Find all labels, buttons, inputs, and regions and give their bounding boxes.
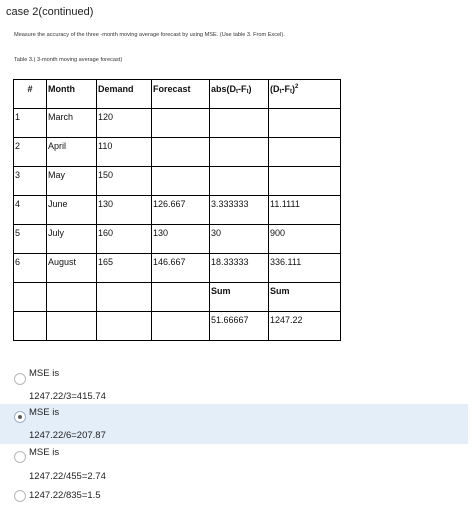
- header-month: Month: [47, 80, 97, 109]
- radio-button-3[interactable]: [14, 451, 26, 463]
- table-row: 2 April 110: [14, 138, 341, 167]
- table-row: 1 March 120: [14, 109, 341, 138]
- answer-option-2[interactable]: [0, 404, 468, 444]
- radio-button-4[interactable]: [14, 490, 26, 502]
- answer-option-1[interactable]: [0, 364, 468, 404]
- option-value: 1247.22/835=1.5: [29, 490, 101, 501]
- sum-label-sq: Sum: [270, 286, 290, 296]
- option-label: MSE is: [29, 407, 60, 418]
- forecast-table: [13, 79, 341, 341]
- option-value: 1247.22/3=415.74: [29, 391, 106, 402]
- table-row: 4 June 130 126.667 3.333333 11.1111: [14, 196, 341, 225]
- option-value: 1247.22/455=2.74: [29, 471, 106, 482]
- answer-option-4[interactable]: [0, 486, 468, 508]
- header-squared-error: $(Dt-Ft)^2$: [269, 80, 341, 109]
- table-sum-label-row: [14, 283, 341, 312]
- option-label: MSE is: [29, 368, 60, 379]
- header-hash: #: [14, 80, 47, 109]
- option-value: 1247.22/6=207.87: [29, 430, 106, 441]
- radio-button-1[interactable]: [14, 373, 26, 385]
- question-instruction: Measure the accuracy of the three -month moving average forecast by using MSE. (Use table 3. From Excel).: [14, 32, 285, 38]
- sum-abs-value: 51.66667: [211, 315, 249, 325]
- sum-sq-value: 1247.22: [270, 315, 303, 325]
- page-title: case 2(continued): [6, 6, 94, 18]
- header-forecast: Forecast: [152, 80, 210, 109]
- option-label: MSE is: [29, 447, 60, 458]
- answer-option-3[interactable]: [0, 444, 468, 484]
- table-caption: Table 3.( 3-month moving average forecast): [14, 57, 123, 63]
- table-row: 3 May 150: [14, 167, 341, 196]
- table-row: 5 July 160 130 30 900: [14, 225, 341, 254]
- header-demand: Demand: [97, 80, 152, 109]
- header-abs-error: abs(Dt-Ft): [210, 80, 269, 109]
- table-sum-row: [14, 312, 341, 341]
- sum-label-abs: Sum: [211, 286, 231, 296]
- radio-button-2[interactable]: [14, 411, 26, 423]
- table-row: 6 August 165 146.667 18.33333 336.111: [14, 254, 341, 283]
- table-header-row: [14, 80, 341, 109]
